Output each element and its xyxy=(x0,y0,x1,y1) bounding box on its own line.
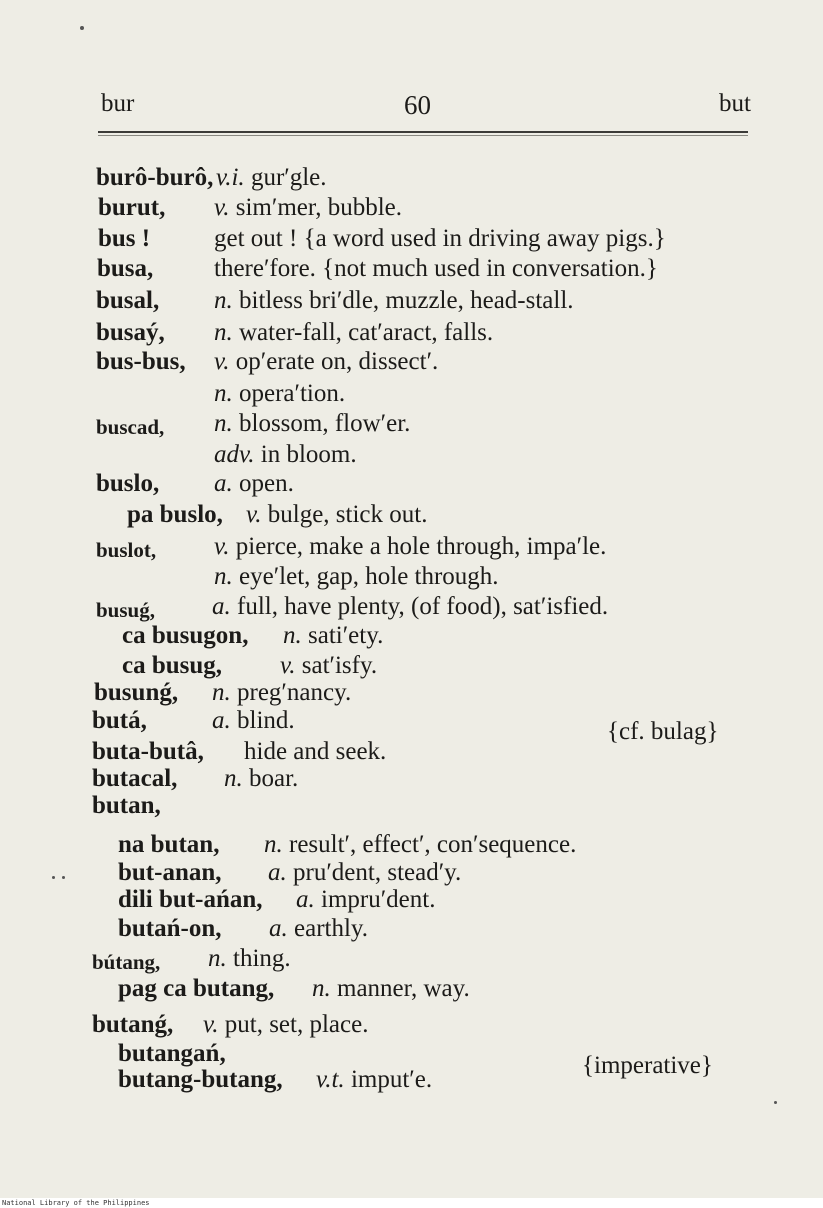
page-number: 60 xyxy=(404,90,431,120)
dictionary-entry xyxy=(0,225,823,253)
entry-definition-group xyxy=(203,1011,368,1039)
entry-headword: pa buslo, xyxy=(127,501,223,528)
dictionary-entry xyxy=(0,765,823,793)
entry-part-of-speech: a. xyxy=(212,593,231,620)
dictionary-entry xyxy=(0,441,823,469)
entry-part-of-speech: n. xyxy=(214,319,233,346)
entry-definition: sim′mer, bubble. xyxy=(235,194,402,221)
entry-definition: blind. xyxy=(237,707,295,734)
entry-part-of-speech: v. xyxy=(203,1011,219,1038)
dictionary-entry xyxy=(0,501,823,529)
entry-part-of-speech: v. xyxy=(214,194,230,221)
entry-definition-group xyxy=(268,859,461,887)
entry-headword: burô-burô, xyxy=(96,164,214,191)
entry-part-of-speech: v. xyxy=(280,652,296,679)
entry-definition-group xyxy=(212,679,351,707)
entry-headword: busuǵ, xyxy=(96,598,155,622)
header-left-guide-word: bur xyxy=(101,90,135,117)
dictionary-entry xyxy=(0,945,823,973)
entry-definition: boar. xyxy=(249,765,299,792)
entry-part-of-speech: a. xyxy=(268,859,287,886)
entry-headword: butangań, xyxy=(118,1040,226,1067)
entry-definition: impru′dent. xyxy=(321,886,436,913)
entry-part-of-speech: n. xyxy=(224,765,243,792)
entry-definition-group xyxy=(214,319,493,347)
dictionary-entry xyxy=(0,915,823,943)
entry-definition-group xyxy=(280,652,377,680)
entry-part-of-speech: a. xyxy=(214,470,233,497)
entry-definition: in bloom. xyxy=(260,441,357,468)
entry-headword: bus-bus, xyxy=(96,348,186,375)
entry-headword: bútang, xyxy=(92,950,161,974)
entry-definition: op′erate on, dissect′. xyxy=(235,348,439,375)
entry-definition-group xyxy=(269,915,368,943)
entry-definition-group xyxy=(224,765,298,793)
entry-definition: gur′gle. xyxy=(250,164,327,191)
entry-definition-group xyxy=(214,563,499,591)
entry-definition: earthly. xyxy=(294,915,369,942)
entry-definition: thing. xyxy=(233,945,291,972)
entry-part-of-speech: v.i. xyxy=(216,164,245,191)
entry-part-of-speech: n. xyxy=(214,563,233,590)
dictionary-entry xyxy=(0,255,823,283)
header-rule-thin xyxy=(98,135,748,136)
entry-headword: burut, xyxy=(98,194,166,221)
entry-definition-group xyxy=(312,975,470,1003)
entry-definition-group xyxy=(212,707,295,735)
dictionary-entry xyxy=(0,859,823,887)
entry-headword: buslo, xyxy=(96,470,160,497)
entry-definition-group xyxy=(283,622,383,650)
dictionary-entry xyxy=(0,622,823,650)
entry-definition: there′fore. {not much used in conversation.} xyxy=(214,255,658,282)
entry-headword: busunǵ, xyxy=(94,679,179,706)
entry-definition: water-fall, cat′aract, falls. xyxy=(239,319,494,346)
entry-part-of-speech: v. xyxy=(214,533,230,560)
entry-definition: hide and seek. xyxy=(244,738,387,765)
entry-definition: sati′ety. xyxy=(308,622,384,649)
entry-definition-group xyxy=(214,470,294,498)
entry-part-of-speech: n. xyxy=(214,410,233,437)
header-right-guide-word: but xyxy=(719,90,751,117)
entry-definition: bitless bri′dle, muzzle, head-stall. xyxy=(239,287,574,314)
entry-definition-group xyxy=(214,255,658,283)
entry-headword: na butan, xyxy=(118,831,220,858)
entry-headword: ca busug, xyxy=(122,652,223,679)
entry-definition-group xyxy=(214,287,574,315)
entry-part-of-speech: adv. xyxy=(214,441,255,468)
entry-definition-group xyxy=(264,831,576,859)
entry-part-of-speech: n. xyxy=(214,287,233,314)
entry-definition-group xyxy=(316,1066,432,1094)
entry-part-of-speech: n. xyxy=(208,945,227,972)
entry-definition: eye′let, gap, hole through. xyxy=(239,563,499,590)
dictionary-entry xyxy=(0,593,823,621)
entry-part-of-speech: v.t. xyxy=(316,1066,345,1093)
paper-speck xyxy=(52,876,55,879)
entry-headword: butań-on, xyxy=(118,915,222,942)
entry-headword: butang-butang, xyxy=(118,1066,283,1093)
note-cf-bulag: {cf. bulag} xyxy=(607,718,719,745)
dictionary-entry xyxy=(0,792,823,820)
entry-definition: open. xyxy=(239,470,294,497)
entry-definition-group xyxy=(296,886,435,914)
entry-definition-group xyxy=(208,945,291,973)
dictionary-entry xyxy=(0,831,823,859)
entry-part-of-speech: v. xyxy=(246,501,262,528)
entry-definition: get out ! {a word used in driving away pigs.} xyxy=(214,225,666,252)
dictionary-entry xyxy=(0,164,823,192)
entry-headword: pag ca butang, xyxy=(118,975,275,1002)
entry-definition: result′, effect′, con′sequence. xyxy=(289,831,577,858)
paper-speck xyxy=(774,1101,777,1104)
entry-headword: busa, xyxy=(97,255,154,282)
entry-definition: imput′e. xyxy=(350,1066,433,1093)
entry-definition-group xyxy=(214,441,357,469)
dictionary-entry xyxy=(0,380,823,408)
entry-definition-group xyxy=(214,225,666,253)
entry-definition: put, set, place. xyxy=(224,1011,369,1038)
entry-definition-group xyxy=(244,738,386,766)
entry-definition-group xyxy=(246,501,427,529)
entry-definition-group xyxy=(214,410,410,438)
dictionary-entry xyxy=(0,287,823,315)
dictionary-entry xyxy=(0,319,823,347)
entry-headword: butá, xyxy=(92,707,147,734)
paper-speck xyxy=(62,876,65,879)
entry-headword: buta-butâ, xyxy=(92,738,204,765)
entry-part-of-speech: n. xyxy=(264,831,283,858)
entry-headword: ca busugon, xyxy=(122,622,249,649)
entry-definition: pierce, make a hole through, impa′le. xyxy=(235,533,607,560)
entry-part-of-speech: a. xyxy=(269,915,288,942)
library-footer: National Library of the Philippines xyxy=(0,1198,823,1208)
entry-headword: butan, xyxy=(92,792,161,819)
entry-definition-group xyxy=(214,348,438,376)
header-rule xyxy=(98,131,748,133)
entry-headword: bus ! xyxy=(98,225,151,252)
entry-definition: bulge, stick out. xyxy=(267,501,428,528)
entry-headword: busaý, xyxy=(96,319,165,346)
dictionary-entry xyxy=(0,886,823,914)
entry-definition: full, have plenty, (of food), sat′isfied. xyxy=(237,593,609,620)
dictionary-entry xyxy=(0,975,823,1003)
entry-definition-group xyxy=(214,194,402,222)
entry-headword: but-anan, xyxy=(118,859,222,886)
dictionary-entry xyxy=(0,1011,823,1039)
entry-definition-group xyxy=(214,380,345,408)
note-imperative: {imperative} xyxy=(582,1052,713,1079)
entry-part-of-speech: v. xyxy=(214,348,230,375)
entry-definition: manner, way. xyxy=(337,975,470,1002)
entry-part-of-speech: n. xyxy=(312,975,331,1002)
entry-definition: pru′dent, stead′y. xyxy=(293,859,462,886)
entry-definition: sat′isfy. xyxy=(301,652,378,679)
dictionary-entry xyxy=(0,194,823,222)
entry-definition: preg′nancy. xyxy=(237,679,352,706)
entry-headword: buscad, xyxy=(96,415,165,439)
entry-definition-group xyxy=(214,533,606,561)
dictionary-entry xyxy=(0,652,823,680)
dictionary-entry xyxy=(0,470,823,498)
entry-headword: dili but-ańan, xyxy=(118,886,263,913)
entry-part-of-speech: a. xyxy=(296,886,315,913)
entry-definition: blossom, flow′er. xyxy=(239,410,411,437)
entry-part-of-speech: n. xyxy=(212,679,231,706)
entry-part-of-speech: n. xyxy=(214,380,233,407)
dictionary-entry xyxy=(0,563,823,591)
entry-headword: busal, xyxy=(96,287,160,314)
dictionary-entry xyxy=(0,348,823,376)
entry-part-of-speech: a. xyxy=(212,707,231,734)
dictionary-entry xyxy=(0,533,823,561)
entry-definition-group xyxy=(212,593,608,621)
entry-headword: butanǵ, xyxy=(92,1011,174,1038)
entry-headword: buslot, xyxy=(96,538,157,562)
dictionary-entry xyxy=(0,410,823,438)
entry-part-of-speech: n. xyxy=(283,622,302,649)
entry-definition: opera′tion. xyxy=(239,380,346,407)
entry-definition-group xyxy=(216,164,327,192)
entry-headword: butacal, xyxy=(92,765,178,792)
dictionary-entry xyxy=(0,679,823,707)
paper-speck xyxy=(80,26,84,30)
